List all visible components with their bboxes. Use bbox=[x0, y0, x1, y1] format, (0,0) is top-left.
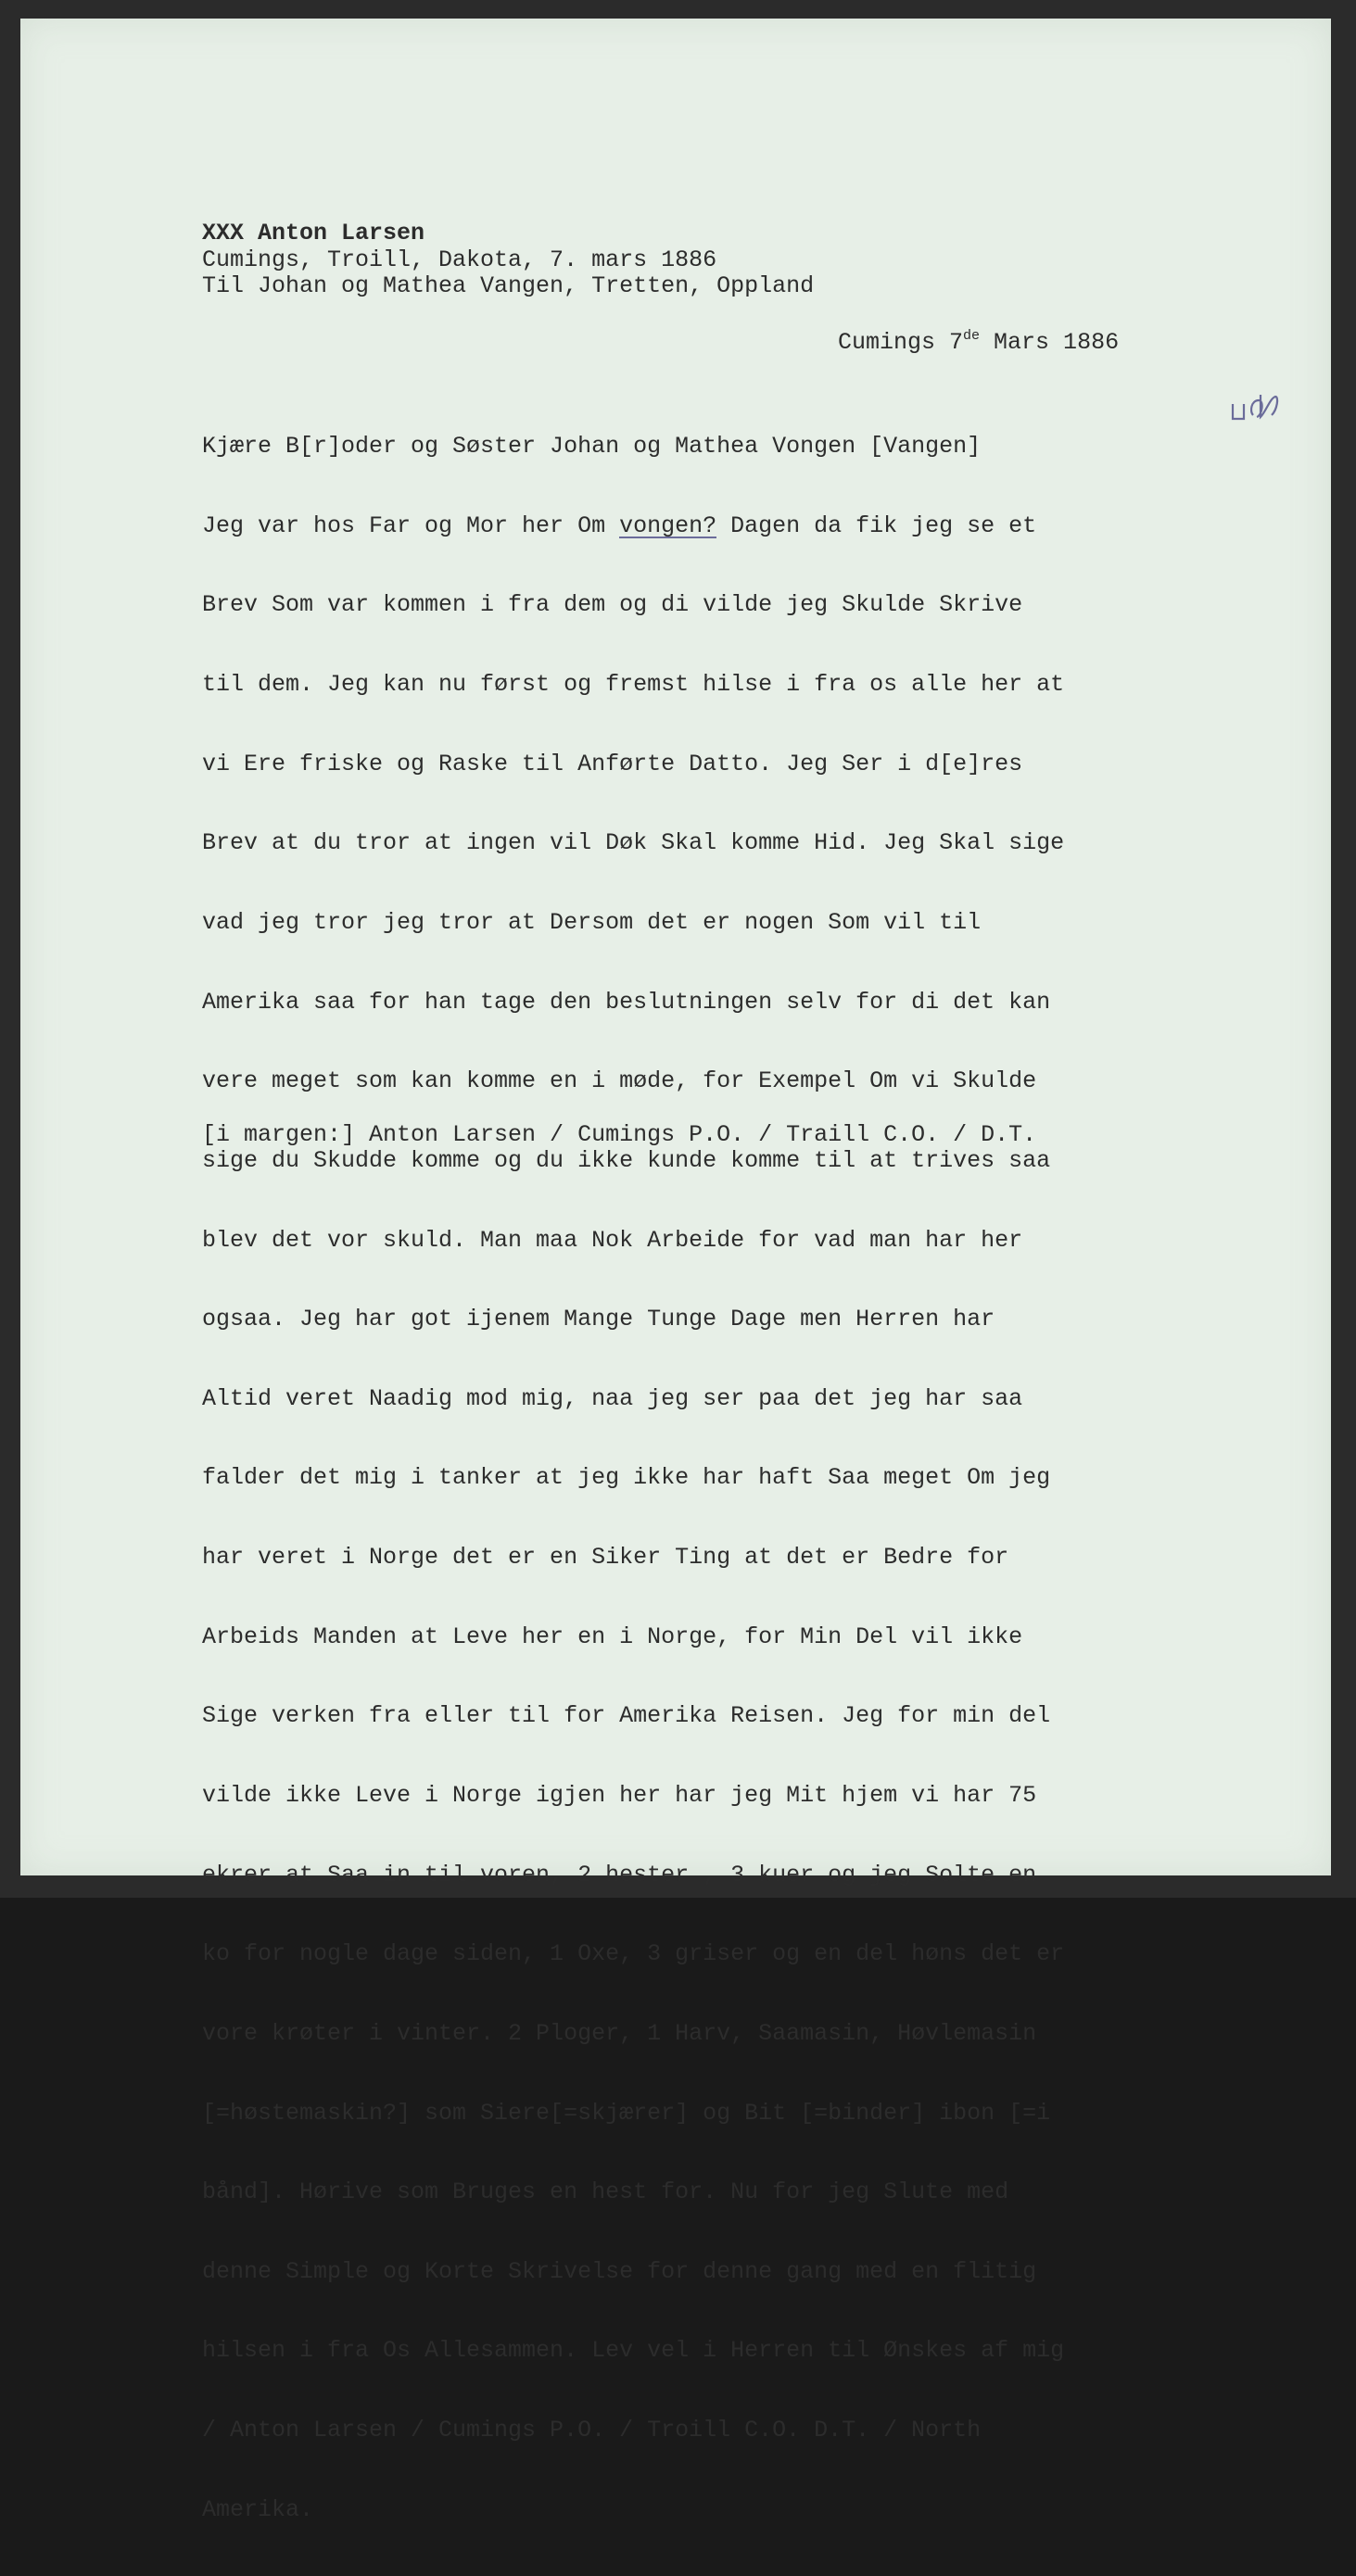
body-line: Brev Som var kommen i fra dem og di vilde jeg Skulde Skrive bbox=[202, 591, 1023, 619]
body-line: Amerika. bbox=[202, 2495, 314, 2523]
margin-note: [i margen:] Anton Larsen / Cumings P.O. / Traill C.O. / D.T. bbox=[202, 1121, 1037, 1148]
body-line: falder det mig i tanker at jeg ikke har haft Saa meget Om jeg bbox=[202, 1464, 1051, 1492]
document-header bbox=[202, 221, 814, 300]
body-line: vad jeg tror jeg tror at Dersom det er nogen Som vil til bbox=[202, 908, 982, 936]
body-line: blev det vor skuld. Man maa Nok Arbeide for vad man har her bbox=[202, 1226, 1023, 1254]
body-line: ko for nogle dage siden, 1 Oxe, 3 griser og en del høns det er bbox=[202, 1940, 1065, 1968]
pencil-underlined-word: vongen? bbox=[619, 511, 717, 539]
letter-date-superscript: de bbox=[963, 328, 981, 344]
pencil-annotation-mark bbox=[1225, 387, 1290, 434]
body-line: denne Simple og Korte Skrivelse for denne gang med en flitig bbox=[202, 2257, 1037, 2285]
body-line: Altid veret Naadig mod mig, naa jeg ser paa det jeg har saa bbox=[202, 1384, 1023, 1412]
body-line: Amerika saa for han tage den beslutningen selv for di det kan bbox=[202, 988, 1051, 1016]
recipient-line: Til Johan og Mathea Vangen, Tretten, Oppland bbox=[202, 272, 815, 299]
body-line: vi Ere friske og Raske til Anførte Datto. Jeg Ser i d[e]res bbox=[202, 750, 1023, 777]
body-line: hilsen i fra Os Allesammen. Lev vel i Herren til Ønskes af mig bbox=[202, 2337, 1065, 2365]
body-line-annotated bbox=[202, 513, 1064, 540]
body-line: bånd]. Hørive som Bruges en hest for. Nu for jeg Slute med bbox=[202, 2178, 1009, 2206]
body-line: vere meget som kan komme en i møde, for Exempel Om vi Skulde bbox=[202, 1067, 1037, 1095]
body-line: vore krøter i vinter. 2 Ploger, 1 Harv, Saamasin, Høvlemasin bbox=[202, 2019, 1037, 2047]
letter-date-suffix: Mars 1886 bbox=[980, 329, 1120, 356]
body-line: ekrer at Saa in til voren, 2 hester , 3 kuer og jeg Solte en bbox=[202, 1861, 1037, 1888]
body-line-2-before: Jeg var hos Far og Mor her Om bbox=[202, 511, 620, 539]
place-date-line: Cumings, Troill, Dakota, 7. mars 1886 bbox=[202, 246, 717, 273]
body-line: Arbeids Manden at Leve her en i Norge, for Min Del vil ikke bbox=[202, 1623, 1023, 1650]
body-line: [=høstemaskin?] som Siere[=skjærer] og Bit [=binder] ibon [=i bbox=[202, 2099, 1051, 2127]
letter-date bbox=[838, 328, 1119, 356]
body-line: sige du Skudde komme og du ikke kunde komme til at trives saa bbox=[202, 1146, 1051, 1174]
body-line: Kjære B[r]oder og Søster Johan og Mathea Vongen [Vangen] bbox=[202, 433, 982, 461]
letter-body bbox=[202, 381, 1064, 2576]
body-line-2-after: Dagen da fik jeg se et bbox=[716, 511, 1037, 539]
body-line: Sige verken fra eller til for Amerika Reisen. Jeg for min del bbox=[202, 1702, 1051, 1730]
body-line: har veret i Norge det er en Siker Ting at det er Bedre for bbox=[202, 1544, 1009, 1572]
document-heading: XXX Anton Larsen bbox=[202, 220, 425, 246]
document-sheet bbox=[20, 19, 1331, 2523]
body-line: til dem. Jeg kan nu først og fremst hilse i fra os alle her at bbox=[202, 671, 1065, 699]
body-line: Brev at du tror at ingen vil Døk Skal komme Hid. Jeg Skal sige bbox=[202, 829, 1065, 857]
letter-date-prefix: Cumings 7 bbox=[838, 329, 964, 356]
body-line: ogsaa. Jeg har got ijenem Mange Tunge Dage men Herren har bbox=[202, 1306, 995, 1333]
body-line: vilde ikke Leve i Norge igjen her har jeg Mit hjem vi har 75 bbox=[202, 1781, 1037, 1809]
body-line: / Anton Larsen / Cumings P.O. / Troill C.O. D.T. / North bbox=[202, 2417, 982, 2444]
